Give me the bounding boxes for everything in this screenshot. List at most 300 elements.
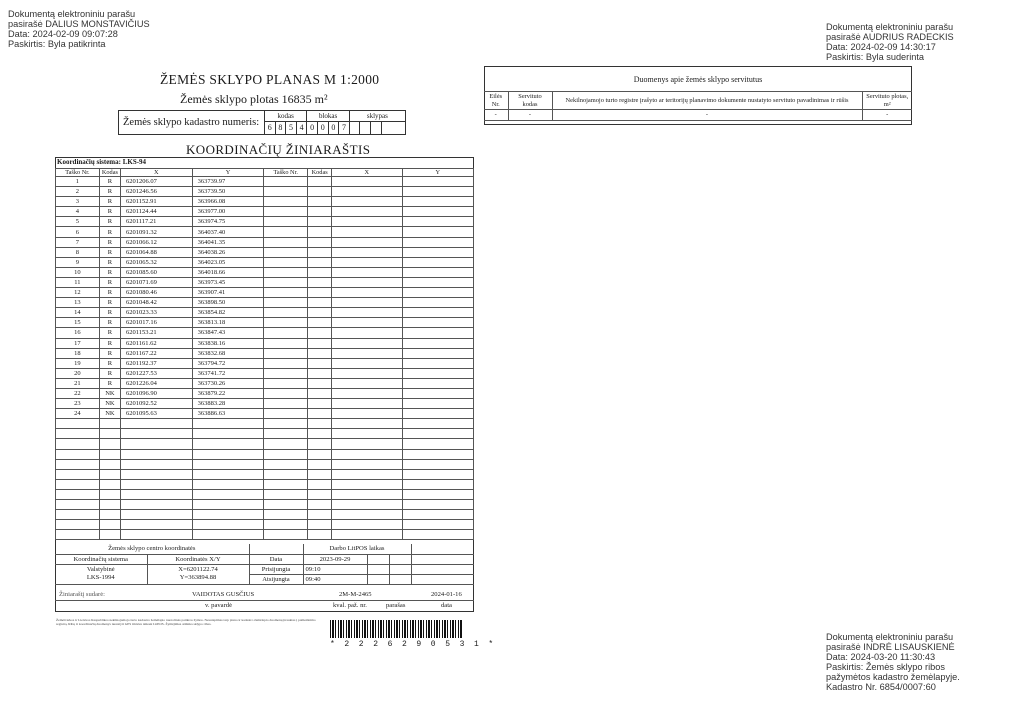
table-cell: 363741.72 [192, 368, 264, 378]
table-cell [56, 429, 100, 439]
table-cell: 6201226.04 [120, 378, 192, 388]
table-cell [264, 439, 308, 449]
table-cell [402, 358, 473, 368]
table-cell [332, 449, 402, 459]
disconnected-value: 09:40 [303, 574, 367, 584]
table-cell: 6201096.90 [120, 388, 192, 398]
cadastral-digits [265, 122, 405, 134]
table-cell [308, 500, 332, 510]
table-cell [56, 520, 100, 530]
table-cell [308, 207, 332, 217]
table-cell [308, 479, 332, 489]
table-row [56, 217, 474, 227]
table-cell: 6201246.56 [120, 187, 192, 197]
table-cell: 363966.08 [192, 197, 264, 207]
table-header-row [484, 92, 912, 110]
table-cell [402, 207, 473, 217]
table-cell [264, 388, 308, 398]
table-row [56, 388, 474, 398]
col-coords-label: Koordinatės X/Y [147, 554, 249, 564]
column-header: Taško Nr. [264, 169, 308, 177]
table-row [56, 298, 474, 308]
compile-date: 2024-01-16 [431, 591, 462, 598]
stamp-line: Dokumentą elektroniniu parašu [8, 9, 136, 19]
table-cell [120, 469, 192, 479]
table-cell: 23 [56, 399, 100, 409]
table-cell [308, 277, 332, 287]
table-cell [308, 247, 332, 257]
table-cell [402, 277, 473, 287]
table-cell [120, 510, 192, 520]
table-cell: 12 [56, 288, 100, 298]
table-cell: 6201017.16 [120, 318, 192, 328]
table-row [55, 554, 474, 564]
column-header: Taško Nr. [56, 169, 100, 177]
barcode-number: * 2 2 2 6 2 9 0 5 3 1 * [330, 640, 496, 649]
disconnected-label: Atsijungta [249, 574, 303, 584]
cadastral-digit [371, 122, 382, 134]
table-cell: R [99, 328, 120, 338]
table-cell [120, 449, 192, 459]
table-cell [120, 520, 192, 530]
table-cell [308, 217, 332, 227]
table-cell [402, 288, 473, 298]
table-row [56, 409, 474, 419]
table-cell [120, 439, 192, 449]
table-cell: 364037.40 [192, 227, 264, 237]
table-cell: 6201065.32 [120, 257, 192, 267]
table-cell [332, 348, 402, 358]
table-cell [264, 459, 308, 469]
table-cell [99, 489, 120, 499]
table-cell [192, 530, 264, 540]
table-row [56, 368, 474, 378]
table-row [56, 267, 474, 277]
table-cell: 6201091.32 [120, 227, 192, 237]
column-header: Servituto plotas, m² [862, 92, 912, 110]
table-cell [308, 439, 332, 449]
table-cell [264, 308, 308, 318]
table-cell: 364038.26 [192, 247, 264, 257]
table-cell [264, 328, 308, 338]
table-row [56, 237, 474, 247]
table-cell [99, 419, 120, 429]
table-cell: 363813.18 [192, 318, 264, 328]
table-cell [264, 500, 308, 510]
license-number: 2M-M-2465 [339, 591, 372, 598]
table-cell [99, 510, 120, 520]
table-row [56, 500, 474, 510]
center-coordinates-value: X=6201122.74 Y=363894.88 [147, 564, 249, 584]
stamp-line: Dokumentą elektroniniu parašu [826, 22, 954, 32]
compiler-name: VAIDOTAS GUSČIUS [192, 591, 255, 598]
table-row [56, 348, 474, 358]
table-cell [332, 500, 402, 510]
date-value: 2023-09-29 [303, 554, 367, 564]
table-cell [332, 257, 402, 267]
table-cell [332, 520, 402, 530]
table-cell [192, 500, 264, 510]
servitutes-title: Duomenys apie žemės sklypo servitutus [633, 75, 763, 84]
table-cell [332, 358, 402, 368]
table-row [56, 197, 474, 207]
table-cell [308, 399, 332, 409]
table-cell: 364018.66 [192, 267, 264, 277]
column-header: X [120, 169, 192, 177]
stamp-line: Kadastro Nr. 6854/0007:60 [826, 682, 936, 692]
stamp-line: Data: 2024-03-20 11:30:43 [826, 652, 936, 662]
table-cell [332, 439, 402, 449]
table-cell: R [99, 288, 120, 298]
table-cell [264, 338, 308, 348]
table-cell [308, 197, 332, 207]
table-cell [402, 409, 473, 419]
table-cell: 363883.28 [192, 399, 264, 409]
table-cell: R [99, 217, 120, 227]
table-cell [56, 469, 100, 479]
stamp-line: Dokumentą elektroniniu parašu [826, 632, 954, 642]
table-row [56, 469, 474, 479]
table-cell: R [99, 368, 120, 378]
table-cell: R [99, 348, 120, 358]
table-row [56, 489, 474, 499]
table-cell [332, 328, 402, 338]
table-cell: 363973.45 [192, 277, 264, 287]
table-cell [99, 500, 120, 510]
table-cell [264, 237, 308, 247]
table-cell: 17 [56, 338, 100, 348]
table-cell [264, 267, 308, 277]
cadastral-digit: 0 [318, 122, 329, 134]
table-cell [192, 449, 264, 459]
table-cell: - [862, 110, 912, 121]
table-cell [332, 197, 402, 207]
table-cell: 6201066.12 [120, 237, 192, 247]
table-cell [56, 449, 100, 459]
table-cell: 19 [56, 358, 100, 368]
table-cell: 363886.63 [192, 409, 264, 419]
table-cell [264, 247, 308, 257]
table-cell [402, 469, 473, 479]
stamp-line: Paskirtis: Byla patikrinta [8, 39, 106, 49]
table-cell: R [99, 378, 120, 388]
table-cell [402, 328, 473, 338]
table-cell [192, 429, 264, 439]
table-cell [56, 459, 100, 469]
table-cell: 364041.35 [192, 237, 264, 247]
table-cell [56, 500, 100, 510]
surname-caption: v. pavardė [205, 602, 233, 609]
column-header: Kodas [308, 169, 332, 177]
table-cell [402, 439, 473, 449]
table-cell [192, 439, 264, 449]
table-cell [402, 177, 473, 187]
table-cell: R [99, 187, 120, 197]
plot-area-line [180, 92, 328, 107]
table-cell [308, 338, 332, 348]
table-cell [402, 510, 473, 520]
table-cell [308, 520, 332, 530]
table-cell [402, 197, 473, 207]
cadastral-digit [360, 122, 371, 134]
table-row [56, 439, 474, 449]
table-cell [402, 419, 473, 429]
coordinate-system-line: Koordinačių sistema: LKS-94 [57, 158, 147, 166]
column-header: Nekilnojamojo turto registre įrašyto ar teritorijų planavimo dokumente nustatyto servituto pavadinimas ir rūšis [552, 92, 862, 110]
table-row [56, 479, 474, 489]
table-cell: 6201117.21 [120, 217, 192, 227]
table-cell [264, 298, 308, 308]
table-cell [332, 227, 402, 237]
table-cell: 6201124.44 [120, 207, 192, 217]
table-cell: 6201227.53 [120, 368, 192, 378]
table-cell [308, 378, 332, 388]
table-row [56, 459, 474, 469]
table-cell [99, 439, 120, 449]
table-cell: - [552, 110, 862, 121]
table-cell [402, 217, 473, 227]
table-cell: 3 [56, 197, 100, 207]
table-cell [402, 368, 473, 378]
signature-stamp-bottom-right [826, 632, 960, 692]
table-cell [308, 328, 332, 338]
table-cell [402, 247, 473, 257]
table-cell [308, 419, 332, 429]
table-cell [332, 489, 402, 499]
table-cell: 6201167.22 [120, 348, 192, 358]
table-cell [264, 489, 308, 499]
table-cell [402, 479, 473, 489]
license-caption: kval. paž. nr. [333, 602, 367, 609]
table-cell [402, 520, 473, 530]
table-cell [264, 429, 308, 439]
table-cell [308, 429, 332, 439]
table-row [56, 177, 474, 187]
connected-label: Prisijungta [249, 564, 303, 574]
col-date-label: Data [249, 554, 303, 564]
table-cell: 7 [56, 237, 100, 247]
table-cell [402, 459, 473, 469]
table-row [56, 207, 474, 217]
table-cell [264, 510, 308, 520]
table-cell: 363794.72 [192, 358, 264, 368]
cadastral-digit: 6 [265, 122, 276, 134]
table-cell [332, 308, 402, 318]
table-cell [120, 479, 192, 489]
table-cell [332, 267, 402, 277]
table-cell [192, 479, 264, 489]
column-header: Y [192, 169, 264, 177]
table-cell [332, 429, 402, 439]
table-cell [264, 409, 308, 419]
table-cell [264, 257, 308, 267]
table-cell [402, 267, 473, 277]
table-cell [120, 530, 192, 540]
table-cell: 10 [56, 267, 100, 277]
table-row [56, 338, 474, 348]
table-cell: 363832.68 [192, 348, 264, 358]
table-cell [402, 378, 473, 388]
table-cell: R [99, 227, 120, 237]
stamp-line: Paskirtis: Žemės sklypo ribos [826, 662, 945, 672]
cadastral-head-plot: sklypas [366, 112, 388, 120]
table-cell: 6201071.69 [120, 277, 192, 287]
coordinates-table-body [56, 177, 474, 540]
table-cell: R [99, 247, 120, 257]
table-cell [264, 449, 308, 459]
cadastral-head-code: kodas [265, 111, 307, 121]
signature-stamp-top-right [826, 22, 954, 62]
table-cell [332, 187, 402, 197]
system-value: Valstybinė LKS-1994 [55, 564, 147, 584]
table-cell [264, 469, 308, 479]
table-cell [332, 469, 402, 479]
table-row [56, 378, 474, 388]
table-row [56, 429, 474, 439]
cadastral-digit: 0 [329, 122, 340, 134]
table-cell: R [99, 308, 120, 318]
table-cell [402, 318, 473, 328]
table-cell [264, 227, 308, 237]
cadastral-label: Žemės sklypo kadastro numeris: [119, 111, 265, 134]
table-cell [264, 288, 308, 298]
table-cell [264, 479, 308, 489]
table-cell: 2 [56, 187, 100, 197]
table-cell: 363854.82 [192, 308, 264, 318]
table-cell: 363974.75 [192, 217, 264, 227]
stamp-line: pasirašė INDRĖ LISAUSKIENĖ [826, 642, 955, 652]
table-cell [264, 378, 308, 388]
coordinates-title: KOORDINAČIŲ ŽINIARAŠTIS [186, 142, 371, 157]
center-heading: Žemės sklypo centro koordinatės [55, 544, 249, 554]
table-cell: 11 [56, 277, 100, 287]
table-cell: - [484, 110, 508, 121]
table-cell: 6201161.62 [120, 338, 192, 348]
table-cell [332, 479, 402, 489]
table-cell: 363907.41 [192, 288, 264, 298]
table-cell [120, 459, 192, 469]
table-cell [264, 368, 308, 378]
stamp-line: pasirašė AUDRIUS RADECKIS [826, 32, 954, 42]
table-cell [192, 469, 264, 479]
table-cell: 4 [56, 207, 100, 217]
table-cell [402, 237, 473, 247]
table-cell [56, 530, 100, 540]
table-cell [402, 429, 473, 439]
date-caption: data [441, 602, 452, 609]
table-cell [332, 409, 402, 419]
table-cell: NK [99, 409, 120, 419]
table-cell: R [99, 197, 120, 207]
table-cell [264, 197, 308, 207]
servitutes-table [484, 91, 912, 121]
table-cell [308, 308, 332, 318]
table-cell [308, 288, 332, 298]
connected-value: 09:10 [303, 564, 367, 574]
table-cell [332, 318, 402, 328]
table-cell [308, 368, 332, 378]
table-cell [332, 378, 402, 388]
table-cell: 15 [56, 318, 100, 328]
table-row [56, 277, 474, 287]
table-cell: 363739.97 [192, 177, 264, 187]
table-cell [308, 530, 332, 540]
table-cell [402, 489, 473, 499]
table-cell: R [99, 257, 120, 267]
table-cell [192, 419, 264, 429]
table-cell [99, 530, 120, 540]
table-cell [56, 479, 100, 489]
table-cell: 5 [56, 217, 100, 227]
table-cell: 6201092.52 [120, 399, 192, 409]
table-row [56, 257, 474, 267]
table-cell: R [99, 298, 120, 308]
table-cell [264, 399, 308, 409]
table-cell [308, 318, 332, 328]
table-cell [332, 399, 402, 409]
table-cell [264, 419, 308, 429]
table-row [56, 308, 474, 318]
table-cell [308, 267, 332, 277]
table-cell [99, 449, 120, 459]
table-cell [332, 237, 402, 247]
table-cell: 363898.50 [192, 298, 264, 308]
coordinates-table [55, 168, 474, 540]
table-cell: 6 [56, 227, 100, 237]
table-cell [402, 308, 473, 318]
table-cell: 22 [56, 388, 100, 398]
table-cell: R [99, 177, 120, 187]
table-cell [308, 348, 332, 358]
table-row [56, 318, 474, 328]
table-cell [192, 489, 264, 499]
table-cell [308, 489, 332, 499]
table-cell [308, 177, 332, 187]
table-cell: NK [99, 399, 120, 409]
table-row [56, 328, 474, 338]
plan-title: ŽEMĖS SKLYPO PLANAS M 1:2000 [160, 72, 380, 87]
table-cell: NK [99, 388, 120, 398]
table-cell [332, 419, 402, 429]
table-cell [264, 177, 308, 187]
table-cell [402, 449, 473, 459]
table-cell [264, 207, 308, 217]
cadastral-digit [382, 122, 393, 134]
stamp-line: pasirašė DALIUS MONSTAVIČIUS [8, 19, 150, 29]
table-cell: 20 [56, 368, 100, 378]
table-cell [264, 277, 308, 287]
table-cell [264, 348, 308, 358]
table-cell [56, 419, 100, 429]
table-cell [402, 500, 473, 510]
table-cell [264, 187, 308, 197]
table-cell: 363977.00 [192, 207, 264, 217]
table-cell [99, 429, 120, 439]
table-cell: 13 [56, 298, 100, 308]
cadastral-grid [265, 111, 405, 134]
table-cell [402, 399, 473, 409]
table-cell: 6201206.07 [120, 177, 192, 187]
table-cell: 6201152.91 [120, 197, 192, 207]
table-cell [192, 510, 264, 520]
table-cell: 6201153.21 [120, 328, 192, 338]
table-cell [332, 288, 402, 298]
table-cell [332, 338, 402, 348]
table-cell [402, 227, 473, 237]
table-cell [99, 520, 120, 530]
table-cell: R [99, 267, 120, 277]
table-cell [308, 388, 332, 398]
